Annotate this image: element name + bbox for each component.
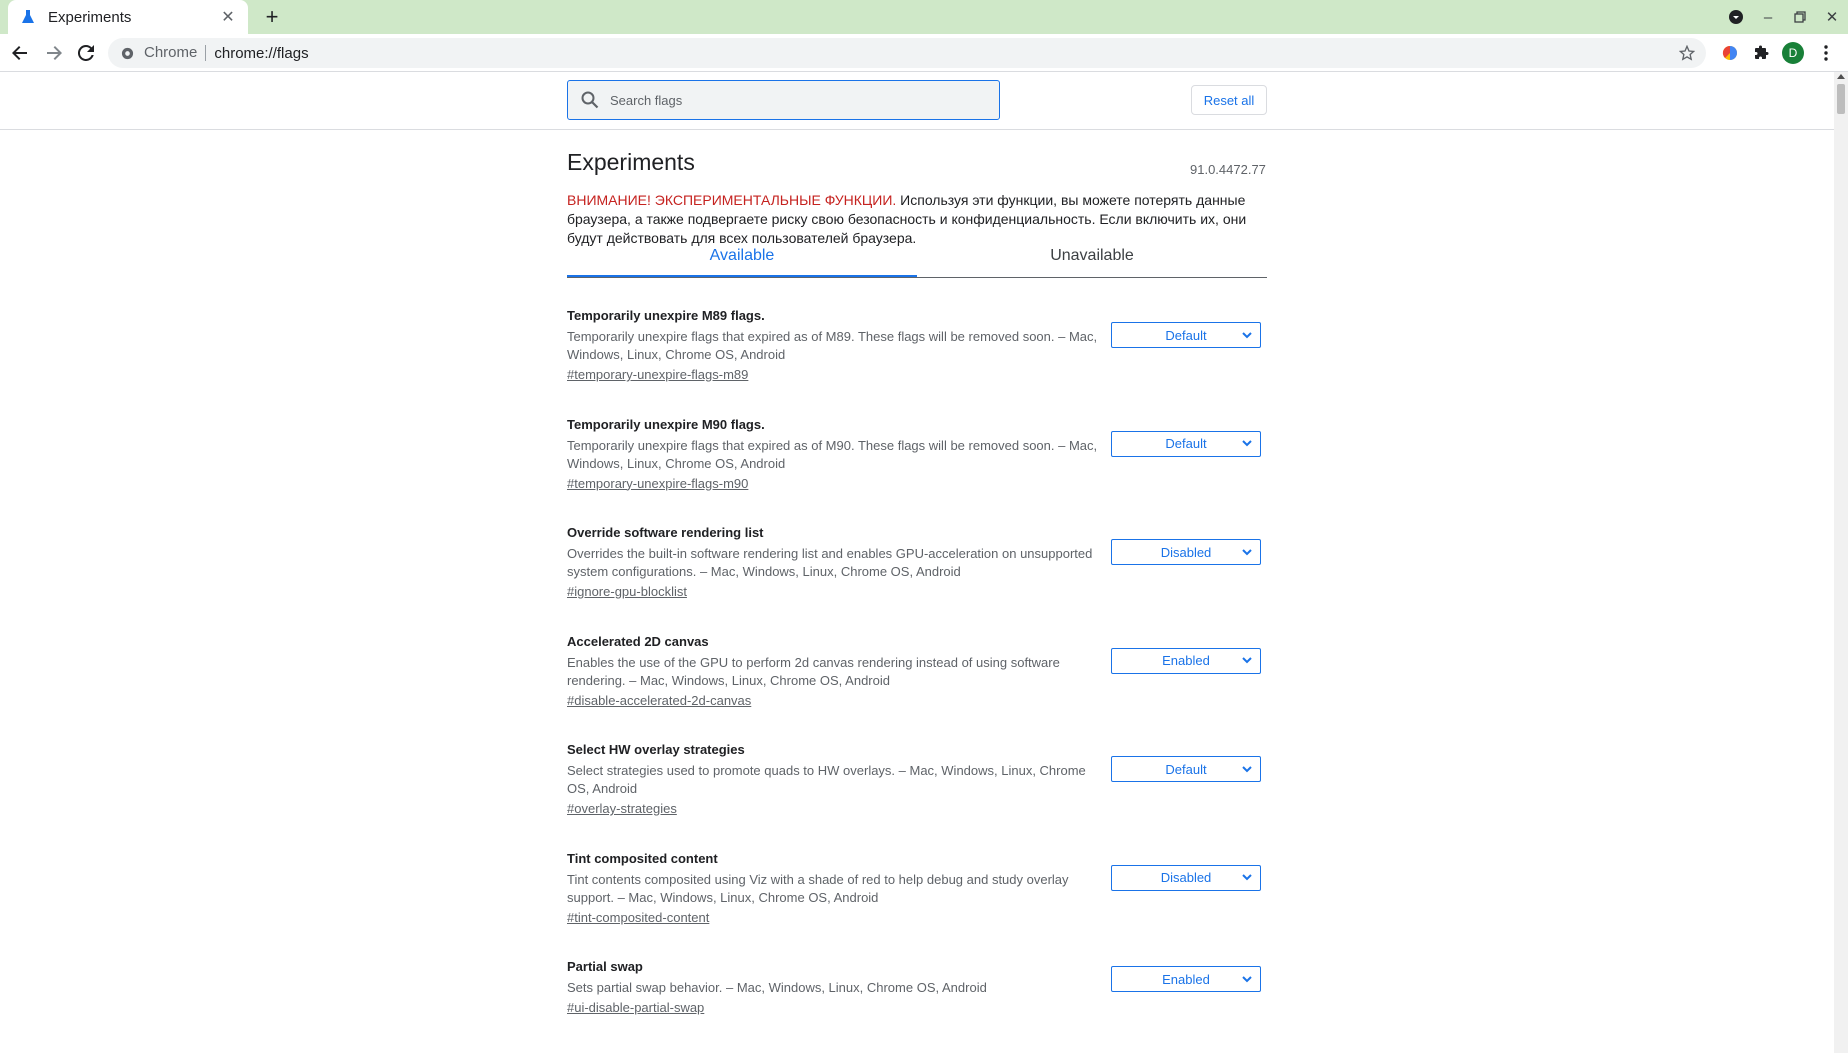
close-window-icon[interactable]: ✕ xyxy=(1825,9,1839,26)
flags-page xyxy=(0,72,1848,1053)
flags-list xyxy=(567,308,1267,1053)
flag-name: Override software rendering list xyxy=(567,525,764,540)
page-scrollbar[interactable] xyxy=(1834,72,1848,1053)
flag-description: Temporarily unexpire flags that expired as of M90. These flags will be removed soon. – Mac, Windows, Linux, Chrome OS, Android xyxy=(567,437,1098,471)
reset-all-button[interactable]: Reset all xyxy=(1191,85,1267,115)
forward-arrow-icon[interactable] xyxy=(42,41,66,65)
flag-description: Overrides the built-in software rendering list and enables GPU-acceleration on unsupported system configurations. – Mac, Windows, Linux, Chrome OS, Android xyxy=(567,546,1093,579)
minimize-icon[interactable]: – xyxy=(1763,8,1773,26)
flask-icon xyxy=(20,9,36,25)
chevron-down-icon xyxy=(1240,762,1254,776)
flag-item xyxy=(567,634,1267,743)
flag-state-value: Enabled xyxy=(1162,653,1210,668)
close-tab-icon[interactable]: ✕ xyxy=(221,9,235,26)
chevron-down-icon xyxy=(1240,972,1254,986)
flag-permalink[interactable]: #disable-accelerated-2d-canvas xyxy=(567,692,752,708)
flag-state-select[interactable] xyxy=(1111,966,1261,992)
chevron-down-icon xyxy=(1240,871,1254,885)
flag-description: Select strategies used to promote quads to HW overlays. – Mac, Windows, Linux, Chrome OS, Android xyxy=(567,763,1086,796)
color-extension-icon[interactable] xyxy=(1718,41,1742,65)
tab-search-icon[interactable] xyxy=(1720,0,1752,34)
tab-unavailable[interactable]: Unavailable xyxy=(1050,247,1134,264)
avatar: D xyxy=(1782,42,1804,64)
browser-toolbar xyxy=(0,34,1848,72)
omnibox-url[interactable]: chrome://flags xyxy=(214,44,309,62)
address-bar[interactable] xyxy=(108,38,1706,68)
tab-strip xyxy=(0,0,1848,34)
browser-tab-experiments[interactable] xyxy=(8,0,248,34)
flag-item xyxy=(567,417,1267,526)
flag-name: Temporarily unexpire M90 flags. xyxy=(567,416,765,432)
window-controls xyxy=(1720,0,1848,34)
flag-item xyxy=(567,851,1267,960)
page-title: Experiments xyxy=(567,149,695,175)
flag-state-select[interactable] xyxy=(1111,431,1261,457)
search-icon xyxy=(580,90,600,110)
search-input[interactable] xyxy=(610,93,970,108)
version-number: 91.0.4472.77 xyxy=(1190,162,1266,177)
flag-description: Sets partial swap behavior. – Mac, Windows, Linux, Chrome OS, Android xyxy=(567,980,987,995)
flag-description: Tint contents composited using Viz with a shade of red to help debug and study overlay support. – Mac, Windows, Linux, Chrome OS, Android xyxy=(567,871,1069,905)
warning-red-text: ВНИМАНИЕ! ЭКСПЕРИМЕНТАЛЬНЫЕ ФУНКЦИИ. xyxy=(567,192,897,208)
chevron-down-icon xyxy=(1240,437,1254,451)
reload-icon[interactable] xyxy=(74,41,98,65)
scroll-thumb[interactable] xyxy=(1837,84,1845,114)
tab-title: Experiments xyxy=(48,8,132,26)
omnibox-chip: Chrome xyxy=(144,45,206,61)
flag-state-select[interactable] xyxy=(1111,756,1261,782)
flag-permalink[interactable]: #overlay-strategies xyxy=(567,801,677,816)
warning-text: Используя эти функции, вы можете потерять данные браузера, а также подвергаете риску свою безопасность и конфиденциальность. Если включить их, они будут действовать для всех пользователей браузера. xyxy=(567,192,1247,246)
restore-icon[interactable] xyxy=(1784,0,1816,34)
availability-tabs xyxy=(567,240,1267,278)
extensions-puzzle-icon[interactable] xyxy=(1750,41,1774,65)
chevron-down-icon xyxy=(1240,545,1254,559)
flag-permalink[interactable]: #temporary-unexpire-flags-m89 xyxy=(567,367,749,382)
chevron-down-icon xyxy=(1240,328,1254,342)
flag-name: Tint composited content xyxy=(567,850,718,866)
flag-item xyxy=(567,959,1267,1053)
flag-name: Accelerated 2D canvas xyxy=(567,633,709,649)
tab-available[interactable]: Available xyxy=(567,240,917,277)
chrome-site-icon xyxy=(120,46,134,60)
flag-state-select[interactable] xyxy=(1111,539,1261,565)
flag-state-value: Disabled xyxy=(1160,870,1212,885)
flag-item xyxy=(567,742,1267,851)
search-flags-box[interactable] xyxy=(567,80,1000,120)
new-tab-button[interactable]: + xyxy=(265,4,279,29)
flag-name: Partial swap xyxy=(567,959,643,974)
flag-description: Enables the use of the GPU to perform 2d canvas rendering instead of using software rendering. – Mac, Windows, Linux, Chrome OS, Android xyxy=(567,654,1060,688)
flag-permalink[interactable]: #tint-composited-content xyxy=(567,909,710,925)
flag-state-value: Disabled xyxy=(1160,544,1212,560)
scroll-up-arrow-icon[interactable] xyxy=(1837,74,1845,79)
flag-state-select[interactable] xyxy=(1111,865,1261,891)
flags-search-header xyxy=(0,72,1834,130)
flag-permalink[interactable]: #temporary-unexpire-flags-m90 xyxy=(567,475,749,491)
flag-name: Select HW overlay strategies xyxy=(567,742,745,757)
flag-permalink[interactable]: #ignore-gpu-blocklist xyxy=(567,584,687,599)
bookmark-star-icon[interactable] xyxy=(1678,44,1696,62)
flag-description: Temporarily unexpire flags that expired as of M89. These flags will be removed soon. – Mac, Windows, Linux, Chrome OS, Android xyxy=(567,329,1098,362)
flag-state-value: Default xyxy=(1165,436,1207,451)
chevron-down-icon xyxy=(1240,654,1254,668)
flag-state-value: Default xyxy=(1165,761,1207,777)
back-arrow-icon[interactable] xyxy=(8,41,32,65)
kebab-menu-icon[interactable] xyxy=(1814,41,1838,65)
flag-permalink[interactable]: #ui-disable-partial-swap xyxy=(567,1000,705,1015)
flag-item xyxy=(567,308,1267,417)
flag-state-select[interactable] xyxy=(1111,648,1261,674)
profile-avatar[interactable] xyxy=(1781,41,1805,65)
flag-state-value: Default xyxy=(1165,327,1207,343)
flag-name: Temporarily unexpire M89 flags. xyxy=(567,308,765,323)
flag-item xyxy=(567,525,1267,634)
flag-state-value: Enabled xyxy=(1162,971,1210,987)
flag-state-select[interactable] xyxy=(1111,322,1261,348)
